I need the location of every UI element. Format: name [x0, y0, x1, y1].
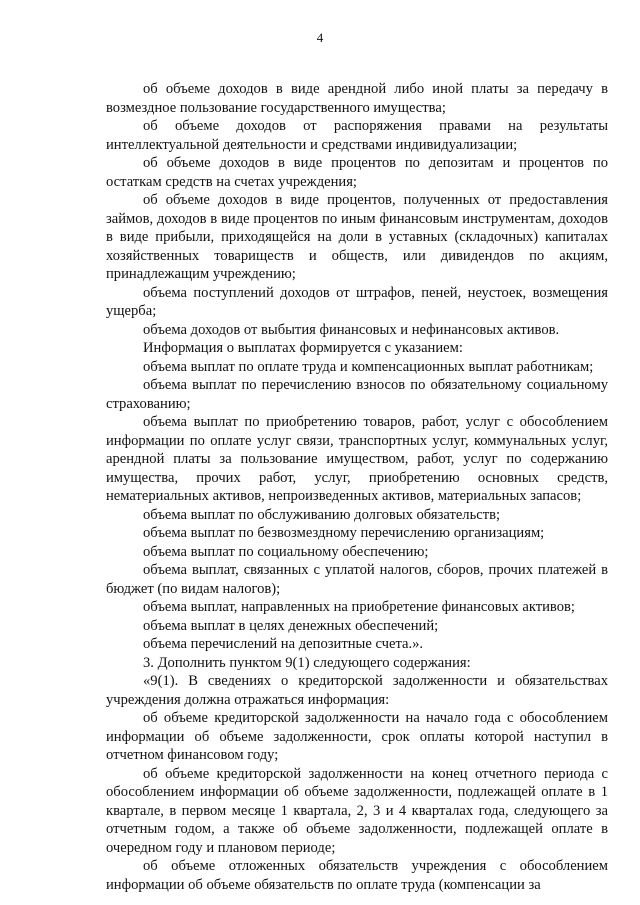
paragraph: объема выплат по социальному обеспечению;	[143, 543, 429, 560]
document-body	[106, 80, 608, 894]
paragraph: объема выплат, направленных на приобретение финансовых активов;	[143, 599, 575, 615]
paragraph: об объеме доходов в виде процентов, полученных от предоставления займов, доходов в виде процентов по иным финансовым инструментам, доходов в виде прибыли, приходящейся на доли в уставных (складочных) капиталах хозяйственных товариществ и обществ, или дивидендов по акциям, принадлежащим учреждению;	[106, 192, 608, 282]
paragraph: объема выплат по оплате труда и компенсационных выплат работникам;	[143, 358, 594, 375]
paragraph: об объеме отложенных обязательств учреждения с обособлением информации об объеме обязательств по оплате труда (компенсации за	[106, 858, 608, 893]
paragraph: об объеме кредиторской задолженности на начало года с обособлением информации об объеме задолженности, срок оплаты которой наступил в отчетном финансовом году;	[106, 710, 608, 763]
paragraph: об объеме доходов в виде арендной либо иной платы за передачу в возмездное пользование государственного имущества;	[106, 81, 608, 116]
paragraph: 3. Дополнить пунктом 9(1) следующего содержания:	[143, 654, 471, 671]
paragraph: объема поступлений доходов от штрафов, пеней, неустоек, возмещения ущерба;	[106, 284, 608, 319]
paragraph: объема перечислений на депозитные счета.».	[143, 636, 424, 652]
paragraph: Информация о выплатах формируется с указанием:	[143, 340, 463, 356]
page-number: 4	[316, 30, 324, 45]
paragraph: объема выплат, связанных с уплатой налогов, сборов, прочих платежей в бюджет (по видам налогов);	[106, 562, 608, 597]
paragraph: «9(1). В сведениях о кредиторской задолженности и обязательствах учреждения должна отражаться информация:	[106, 673, 608, 708]
paragraph: объема доходов от выбытия финансовых и нефинансовых активов.	[143, 321, 560, 338]
paragraph: об объеме кредиторской задолженности на конец отчетного периода с обособлением информации об объеме задолженности, подлежащей оплате в 1 квартале, в первом месяце 1 квартала, 2, 3 и 4 кварталах года, следующего за отчетным годом, а также об объеме задолженности, подлежащей оплате в очередном году и плановом периоде;	[106, 765, 608, 856]
paragraph: объема выплат по безвозмездному перечислению организациям;	[143, 525, 545, 541]
paragraph: об объеме доходов в виде процентов по депозитам и процентов по остаткам средств на счетах учреждения;	[106, 155, 608, 190]
paragraph: объема выплат по обслуживанию долговых обязательств;	[143, 506, 501, 523]
paragraph: об объеме доходов от распоряжения правами на результаты интеллектуальной деятельности и средствами индивидуализации;	[106, 118, 608, 153]
paragraph: объема выплат по приобретению товаров, работ, услуг с обособлением информации по оплате услуг связи, транспортных услуг, коммунальных услуг, арендной платы за пользование имуществом, работ, услуг по содержанию имущества, прочих работ, услуг, приобретению основных средств, нематериальных активов, непроизведенных активов, материальных запасов;	[106, 414, 608, 504]
paragraph: объема выплат по перечислению взносов по обязательному социальному страхованию;	[106, 377, 608, 412]
paragraph: объема выплат в целях денежных обеспечений;	[143, 617, 439, 634]
